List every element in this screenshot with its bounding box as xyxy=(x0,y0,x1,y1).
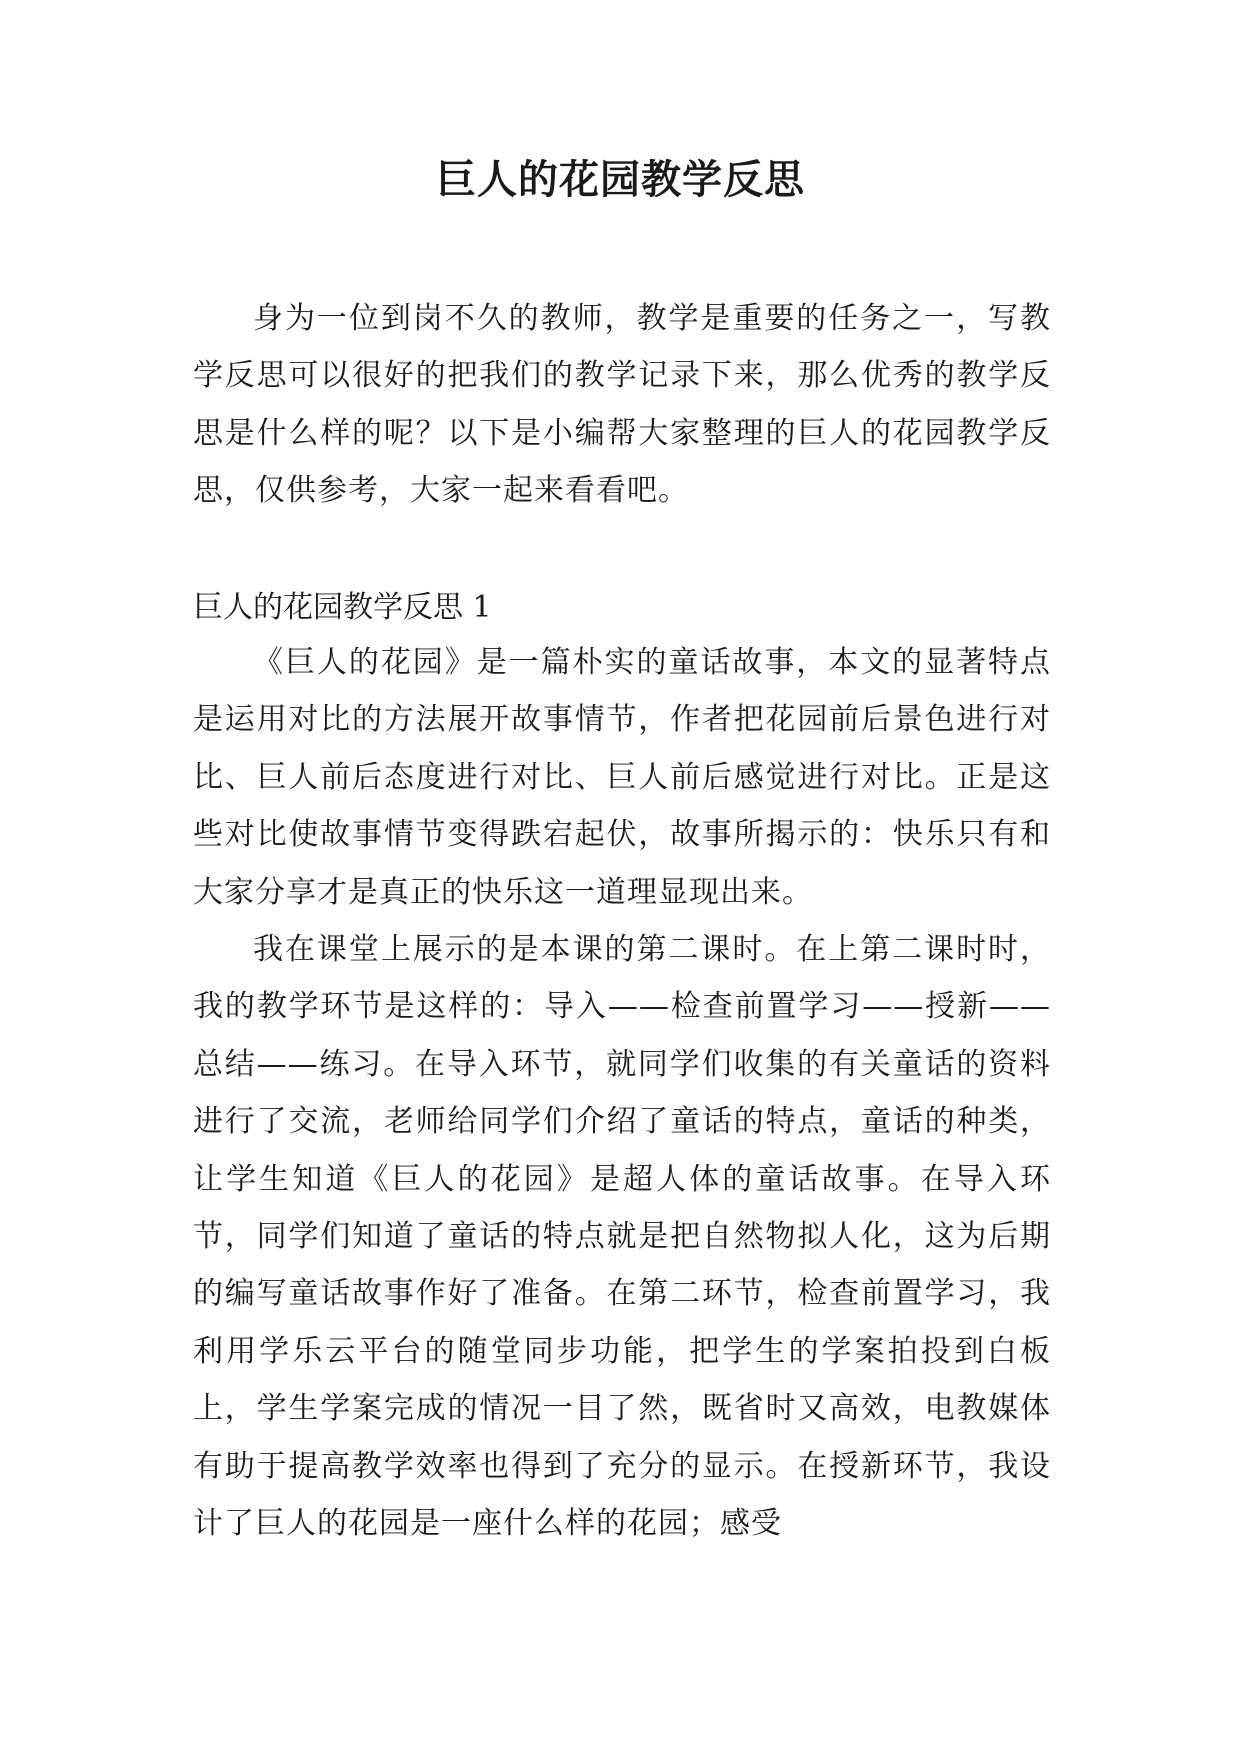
body-paragraph: 《巨人的花园》是一篇朴实的童话故事，本文的显著特点是运用对比的方法展开故事情节，作者把花园前后景色进行对比、巨人前后态度进行对比、巨人前后感觉进行对比。正是这些对比使故事情节变得跌宕起伏，故事所揭示的：快乐只有和大家分享才是真正的快乐这一道理显现出来。 xyxy=(193,645,1051,910)
body-paragraph: 我在课堂上展示的是本课的第二课时。在上第二课时时，我的教学环节是这样的：导入——检查前置学习——授新——总结——练习。在导入环节，就同学们收集的有关童话的资料进行了交流，老师给同学们介绍了童话的特点，童话的种类，让学生知道《巨人的花园》是超人体的童话故事。在导入环节，同学们知道了童话的特点就是把自然物拟人化，这为后期的编写童话故事作好了准备。在第二环节，检查前置学习，我利用学乐云平台的随堂同步功能，把学生的学案拍投到白板上，学生学案完成的情况一目了然，既省时又高效，电教媒体有助于提高教学效率也得到了充分的显示。在授新环节，我设计了巨人的花园是一座什么样的花园；感受 xyxy=(193,932,1051,1542)
section-body xyxy=(193,634,1051,1553)
section-heading: 巨人的花园教学反思 1 xyxy=(193,590,492,625)
document-title: 巨人的花园教学反思 xyxy=(436,156,805,203)
intro-paragraph: 身为一位到岗不久的教师，教学是重要的任务之一，写教学反思可以很好的把我们的教学记录下来，那么优秀的教学反思是什么样的呢？以下是小编帮大家整理的巨人的花园教学反思，仅供参考，大家一起来看看吧。 xyxy=(193,301,1051,509)
